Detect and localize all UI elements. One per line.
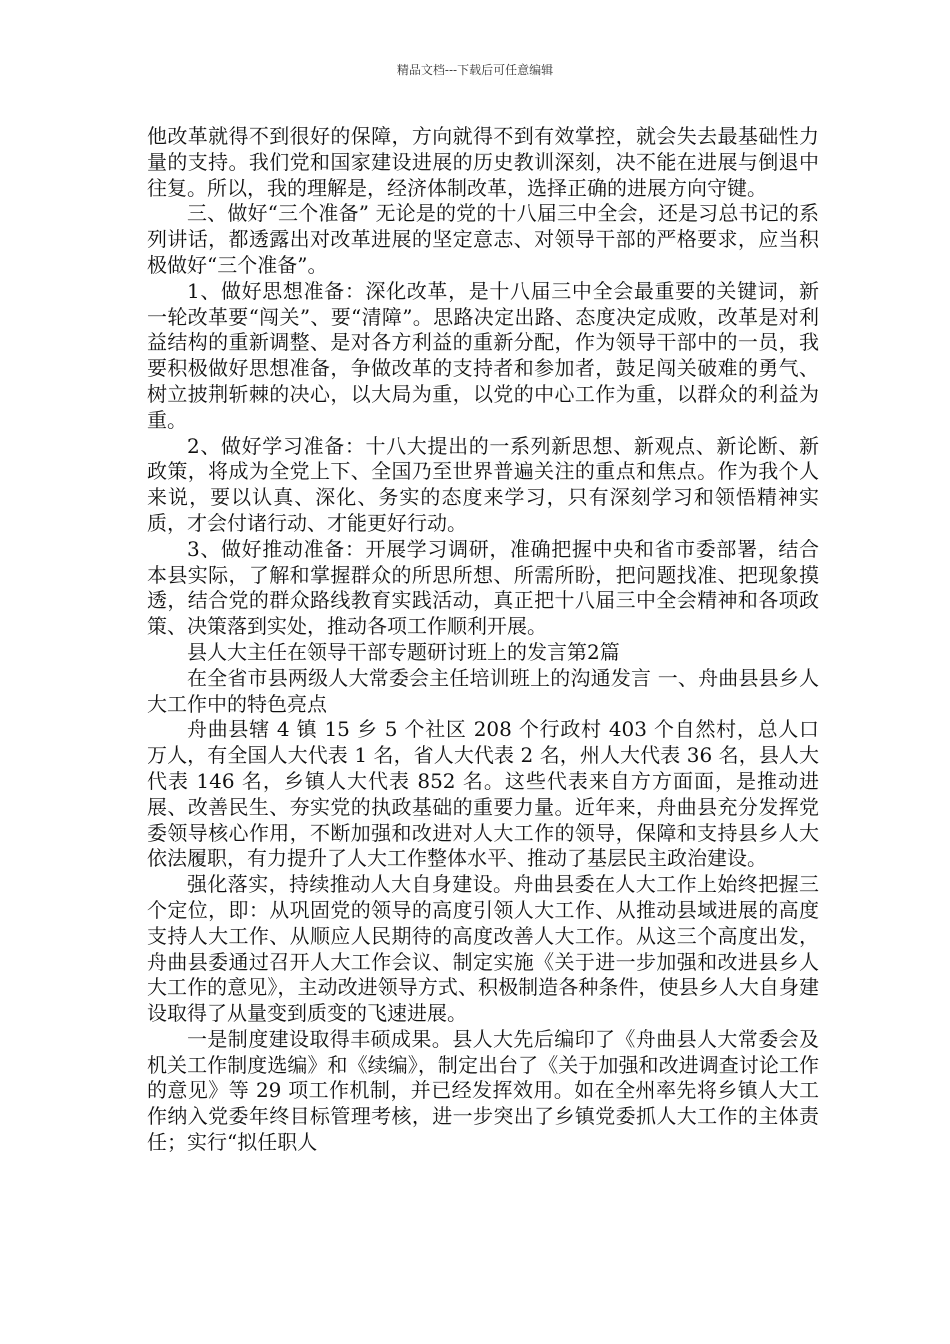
page-header: 精品文档---下载后可任意编辑 bbox=[396, 63, 554, 77]
paragraph: 强化落实，持续推动人大自身建设。舟曲县委在人大工作上始终把握三个定位，即：从巩固党的领导的高度引领人大工作、从推动县域进展的高度支持人大工作、从顺应人民期待的高度改善人大工作。从这三个高度出发，舟曲县委通过召开人大工作会议、制定实施《关于进一步加强和改进县乡人大工作的意见》，主动改进领导方式、积极制造各种条件，使县乡人大自身建设取得了从量变到质变的飞速进展。 bbox=[147, 872, 819, 1026]
paragraph: 2、做好学习准备：十八大提出的一系列新思想、新观点、新论断、新政策，将成为全党上下、全国乃至世界普遍关注的重点和焦点。作为我个人来说，要以认真、深化、务实的态度来学习，只有深刻学习和领悟精神实质，才会付诸行动、才能更好行动。 bbox=[147, 433, 819, 535]
paragraph: 三、做好“三个准备” 无论是的党的十八届三中全会，还是习总书记的系列讲话，都透露出对改革进展的坚定意志、对领导干部的严格要求，应当积极做好“三个准备”。 bbox=[147, 201, 819, 277]
paragraph: 他改革就得不到很好的保障，方向就得不到有效掌控，就会失去最基础性力量的支持。我们党和国家建设进展的历史教训深刻，决不能在进展与倒退中往复。所以，我的理解是，经济体制改革，选择正确的进展方向守键。 bbox=[147, 124, 819, 200]
document-body bbox=[147, 124, 839, 1156]
paragraph: 县人大主任在领导干部专题研讨班上的发言第2篇 bbox=[187, 639, 620, 664]
paragraph: 一是制度建设取得丰硕成果。县人大先后编印了《舟曲县人大常委会及机关工作制度选编》和《续编》，制定出台了《关于加强和改进调查讨论工作的意见》等 29 项工作机制，并已经发挥效用。如在全州率先将乡镇人大工作纳入党委年终目标管理考核，进一步突出了乡镇党委抓人大工作的主体责任；实行“拟任职人 bbox=[147, 1026, 819, 1155]
paragraph: 3、做好推动准备：开展学习调研，准确把握中央和省市委部署，结合本县实际，了解和掌握群众的所思所想、所需所盼，把问题找准、把现象摸透，结合党的群众路线教育实践活动，真正把十八届三中全会精神和各项政策、决策落到实处，推动各项工作顺利开展。 bbox=[147, 536, 819, 639]
paragraph: 在全省市县两级人大常委会主任培训班上的沟通发言 一、舟曲县县乡人大工作中的特色亮点 bbox=[147, 665, 819, 716]
paragraph: 舟曲县辖 4 镇 15 乡 5 个社区 208 个行政村 403 个自然村，总人口 万人，有全国人大代表 1 名，省人大代表 2 名，州人大代表 36 名，县人大代表 146 名，乡镇人大代表 852 名。这些代表来自方方面面，是推动进展、改善民生、夯实党的执政基础的重要力量。近年来，舟曲县充分发挥党委领导核心作用，不断加强和改进对人大工作的领导，保障和支持县乡人大依法履职，有力提升了人大工作整体水平、推动了基层民主政治建设。 bbox=[147, 717, 839, 871]
paragraph: 1、做好思想准备：深化改革，是十八届三中全会最重要的关键词，新一轮改革要“闯关”、要“清障”。思路决定出路、态度决定成败，改革是对利益结构的重新调整、是对各方利益的重新分配，作为领导干部中的一员，我要积极做好思想准备，争做改革的支持者和参加者，鼓足闯关破难的勇气、树立披荆斩棘的决心，以大局为重，以党的中心工作为重，以群众的利益为重。 bbox=[147, 278, 819, 432]
